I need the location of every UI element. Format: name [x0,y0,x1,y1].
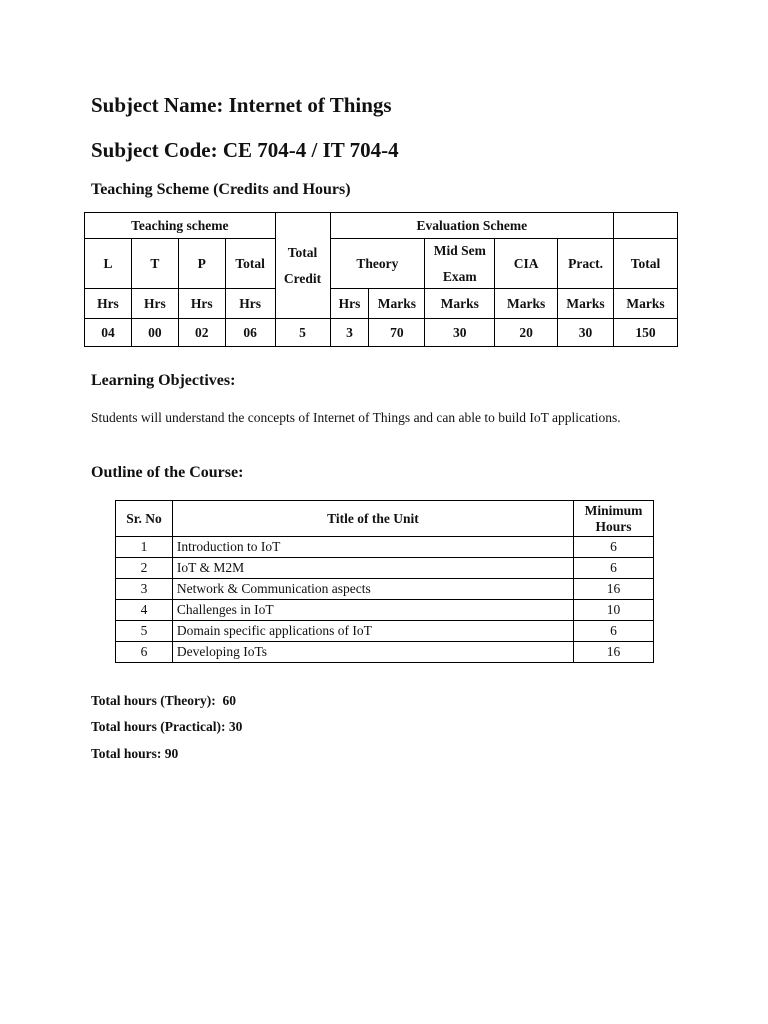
sr-no-header: Sr. No [116,501,173,537]
unit-title-cell: IoT & M2M [172,558,573,579]
table-row [116,558,654,579]
value-mid-sem: 30 [425,319,495,347]
evaluation-scheme-header: Evaluation Scheme [330,213,614,239]
minimum-hours-line1: Minimum [584,502,643,518]
table-row [116,642,654,663]
minimum-hours-header [574,501,654,537]
hours-cell: 16 [574,642,654,663]
total-hours-header: Total [225,239,275,289]
p-header: P [178,239,225,289]
unit-title-cell: Introduction to IoT [172,537,573,558]
sr-no-cell: 5 [116,621,173,642]
hours-cell: 16 [574,579,654,600]
unit-cell: Hrs [85,289,132,319]
table-row [116,600,654,621]
mid-sem-line2: Exam [442,269,477,284]
teaching-scheme-table [84,212,678,347]
hours-cell: 6 [574,621,654,642]
total-credit-line2: Credit [283,271,322,286]
table-row [116,579,654,600]
learning-objectives-text: Students will understand the concepts of Internet of Things and can able to build IoT applications. [91,410,621,425]
hours-cell: 10 [574,600,654,621]
unit-cell: Marks [614,289,678,319]
teaching-scheme-heading: Teaching Scheme (Credits and Hours) [91,181,351,198]
value-credit: 5 [275,319,330,347]
total-marks-header: Total [614,239,678,289]
learning-objectives-heading: Learning Objectives: [91,372,236,389]
subject-name: Subject Name: Internet of Things [91,93,392,117]
sr-no-cell: 6 [116,642,173,663]
value-pract: 30 [558,319,614,347]
unit-cell: Hrs [131,289,178,319]
value-l: 04 [85,319,132,347]
theory-header: Theory [330,239,425,289]
sr-no-cell: 3 [116,579,173,600]
teaching-scheme-header: Teaching scheme [85,213,276,239]
value-p: 02 [178,319,225,347]
value-theory-marks: 70 [369,319,425,347]
unit-cell: Marks [369,289,425,319]
value-total-marks: 150 [614,319,678,347]
t-header: T [131,239,178,289]
hours-cell: 6 [574,558,654,579]
mid-sem-line1: Mid Sem [433,243,486,258]
unit-cell: Hrs [330,289,369,319]
total-hours-theory: Total hours (Theory): 60 [91,693,237,708]
l-header: L [85,239,132,289]
unit-title-cell: Challenges in IoT [172,600,573,621]
empty-header-cell [614,213,678,239]
unit-cell: Marks [558,289,614,319]
unit-cell: Marks [495,289,558,319]
unit-title-cell: Developing IoTs [172,642,573,663]
minimum-hours-line2: Hours [595,518,632,534]
pract-header: Pract. [558,239,614,289]
value-t: 00 [131,319,178,347]
mid-sem-header [425,239,495,289]
sr-no-cell: 1 [116,537,173,558]
unit-cell: Marks [425,289,495,319]
course-outline-table [115,500,654,663]
outline-heading: Outline of the Course: [91,464,244,481]
hours-cell: 6 [574,537,654,558]
unit-title-header: Title of the Unit [172,501,573,537]
total-hours-practical: Total hours (Practical): 30 [91,719,243,734]
total-credit-header [275,213,330,319]
table-row [116,621,654,642]
sr-no-cell: 2 [116,558,173,579]
unit-cell: Hrs [225,289,275,319]
value-total-hours: 06 [225,319,275,347]
value-theory-hours: 3 [330,319,369,347]
unit-cell: Hrs [178,289,225,319]
cia-header: CIA [495,239,558,289]
unit-title-cell: Network & Communication aspects [172,579,573,600]
value-cia: 20 [495,319,558,347]
table-row [116,537,654,558]
total-credit-line1: Total [287,245,318,260]
subject-code: Subject Code: CE 704-4 / IT 704-4 [91,138,399,162]
sr-no-cell: 4 [116,600,173,621]
unit-title-cell: Domain specific applications of IoT [172,621,573,642]
total-hours: Total hours: 90 [91,746,179,761]
